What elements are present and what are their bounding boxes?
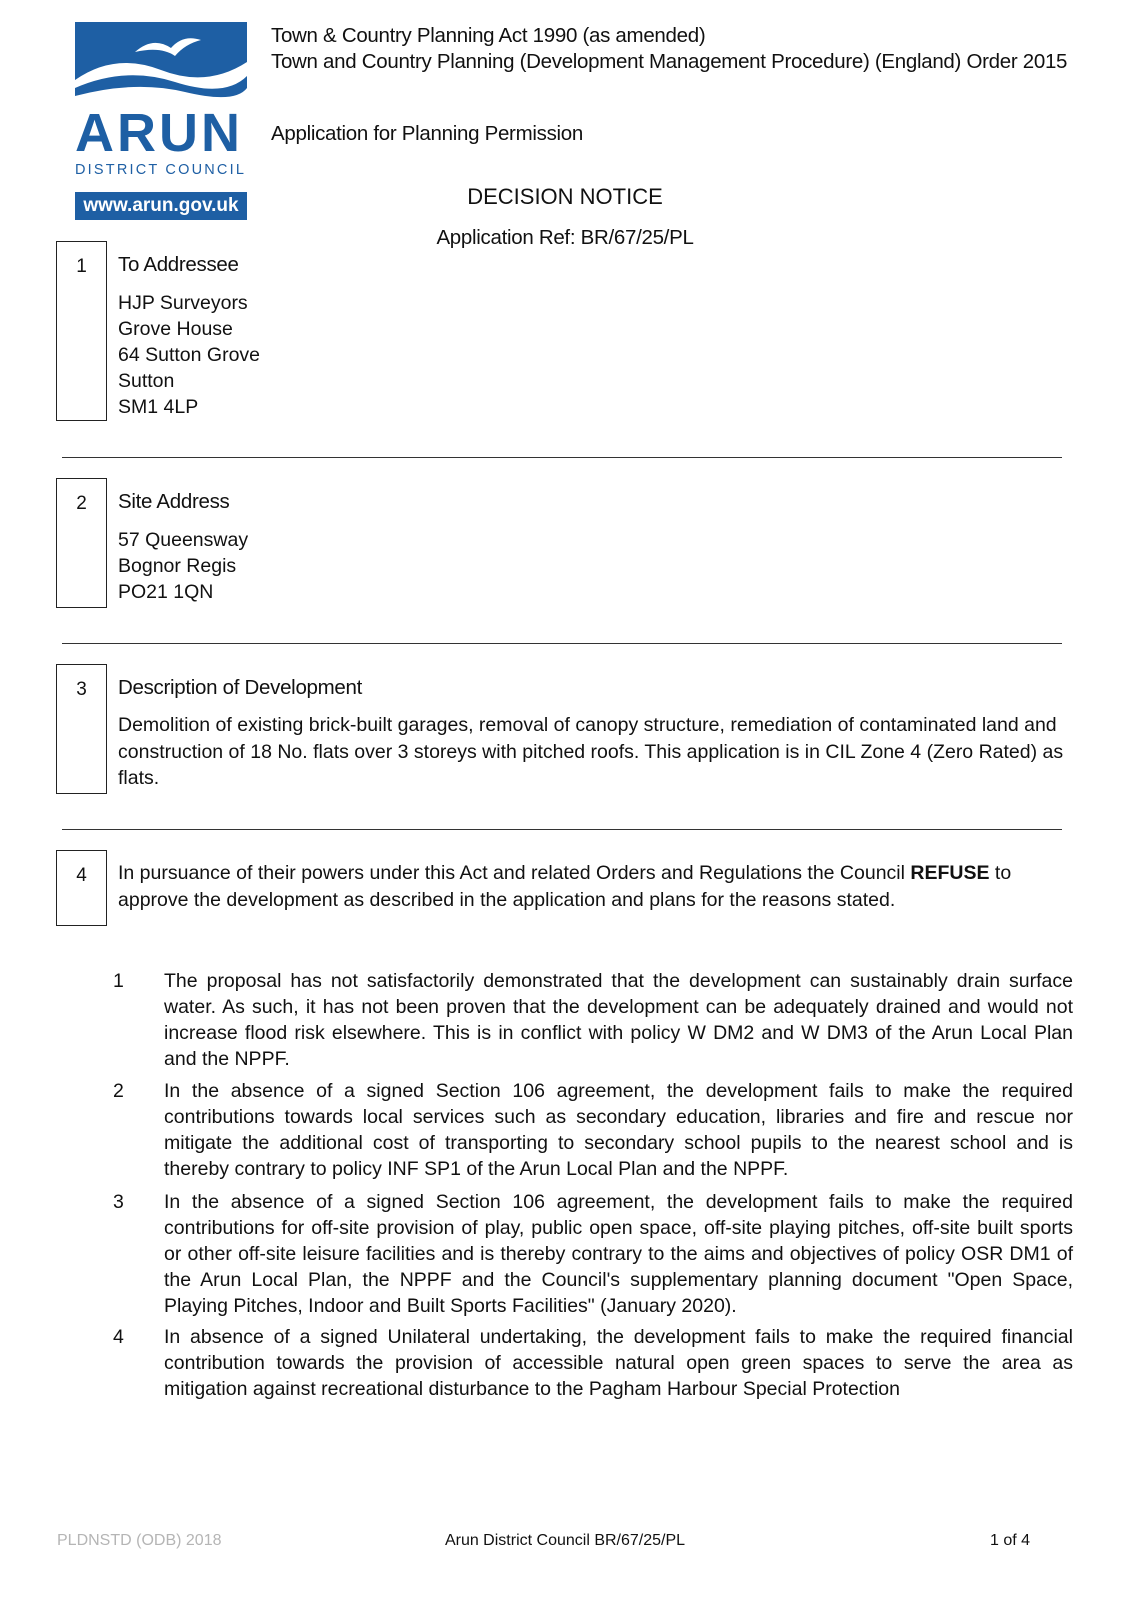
- reason-number: 1: [113, 970, 124, 992]
- description-title: Description of Development: [118, 676, 363, 699]
- logo-subtitle: DISTRICT COUNCIL: [75, 162, 247, 178]
- address-line: Sutton: [118, 370, 175, 392]
- description-text: Demolition of existing brick-built garages, removal of canopy structure, remediation of contaminated land and construction of 18 No. flats over 3 storeys with pitched roofs. This application is in CIL Zone 4 (Zero Rated) as flats.: [118, 714, 1064, 789]
- site-title: Site Address: [118, 490, 230, 513]
- decision-text-before: In pursuance of their powers under this Act and related Orders and Regulations the Council: [118, 862, 911, 884]
- reason-text: In the absence of a signed Section 106 agreement, the development fails to make the required contributions towards local services such as secondary education, libraries and fire and rescue nor mitigate the additional cost of transporting to secondary school pupils to the nearest school and is thereby contrary to policy INF SP1 of the Arun Local Plan and the NPPF.: [164, 1080, 1073, 1180]
- divider: [62, 457, 1062, 458]
- divider: [62, 643, 1062, 644]
- address-line: Bognor Regis: [118, 555, 237, 577]
- addressee-title: To Addressee: [118, 253, 239, 276]
- application-ref: Application Ref: BR/67/25/PL: [436, 226, 694, 249]
- address-line: Grove House: [118, 318, 233, 340]
- footer-reference: Arun District Council BR/67/25/PL: [444, 1532, 686, 1549]
- page-title: DECISION NOTICE: [467, 184, 663, 209]
- seagull-wave-icon: [75, 22, 247, 102]
- application-type: Application for Planning Permission: [271, 122, 583, 145]
- address-line: 57 Queensway: [118, 529, 249, 551]
- footer-form-code: PLDNSTD (ODB) 2018: [57, 1532, 222, 1549]
- reason-number: 2: [113, 1080, 124, 1102]
- legislation-header: [271, 23, 1091, 75]
- reason-text: The proposal has not satisfactorily demonstrated that the development can sustainably drain surface water. As such, it has not been proven that the development can be adequately drained and would not increase flood risk elsewhere. This is in conflict with policy W DM2 and W DM3 of the Arun Local Plan and the NPPF.: [164, 970, 1073, 1070]
- address-line: 64 Sutton Grove: [118, 344, 261, 366]
- address-line: HJP Surveyors: [118, 292, 248, 314]
- reason-text: In the absence of a signed Section 106 agreement, the development fails to make the required contributions for off-site provision of play, public open space, off-site playing pitches, off-site built sports or other off-site leisure facilities and is thereby contrary to the aims and objectives of policy OSR DM1 of the Arun Local Plan, the NPPF and the Council's supplementary planning document "Open Space, Playing Pitches, Indoor and Built Sports Facilities" (January 2020).: [164, 1191, 1073, 1317]
- divider: [62, 829, 1062, 830]
- section-number-box: 4: [56, 850, 107, 926]
- page-number: 1 of 4: [990, 1532, 1031, 1549]
- reason-number: 3: [113, 1191, 124, 1213]
- section-number-box: 2: [56, 478, 107, 608]
- logo-name: ARUN: [75, 103, 243, 163]
- reason-text: In absence of a signed Unilateral undertaking, the development fails to make the required financial contribution towards the provision of accessible natural open green spaces to serve the area as mitigation against recreational disturbance to the Pagham Harbour Special Protection: [164, 1326, 1073, 1400]
- section-number-box: 3: [56, 664, 107, 794]
- decision-word: REFUSE: [910, 862, 990, 884]
- act-title: Town & Country Planning Act 1990 (as amended): [271, 24, 706, 47]
- address-line: PO21 1QN: [118, 581, 214, 603]
- address-line: SM1 4LP: [118, 396, 199, 418]
- decision-statement: [118, 860, 1078, 913]
- reason-number: 4: [113, 1326, 124, 1348]
- addressee-address: [118, 290, 260, 420]
- order-title: Town and Country Planning (Development Management Procedure) (England) Order 2015: [271, 50, 1068, 73]
- logo-url: www.arun.gov.uk: [75, 192, 247, 220]
- site-address: [118, 527, 248, 605]
- decision-text-after: to approve the development as described in the application and plans for the reasons stated.: [118, 862, 1012, 911]
- section-number-box: 1: [56, 241, 107, 421]
